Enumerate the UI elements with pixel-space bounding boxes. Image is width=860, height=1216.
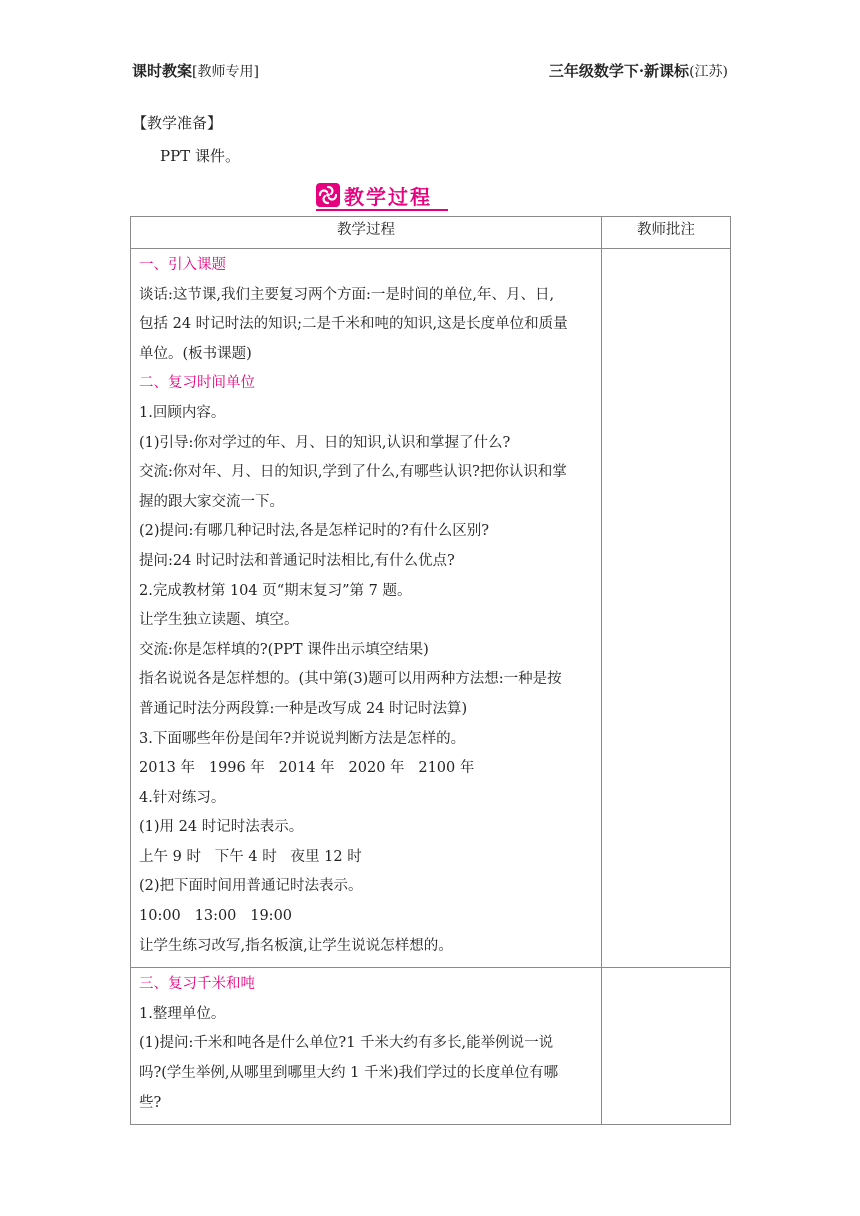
header-teacher-notes: 教师批注 xyxy=(602,217,731,249)
banner-title: 教学过程 xyxy=(344,185,432,209)
table-row xyxy=(131,249,731,968)
header-right-title: 三年级数学下·新课标 xyxy=(548,62,690,80)
process-cell-section1 xyxy=(131,249,602,968)
text-line: 提问:24 时记时法和普通记时法相比,有什么优点? xyxy=(139,552,455,569)
process-cell-section2 xyxy=(131,968,602,1125)
text-line: 握的跟大家交流一下。 xyxy=(139,493,284,510)
text-line: 吗?(学生举例,从哪里到哪里大约 1 千米)我们学过的长度单位有哪 xyxy=(139,1065,559,1082)
section-heading: 三、复习千米和吨 xyxy=(139,976,255,993)
prep-heading: 【教学准备】 xyxy=(132,114,223,132)
table-header-row xyxy=(131,217,731,249)
section-heading: 二、复习时间单位 xyxy=(139,375,255,392)
text-line: 些? xyxy=(139,1094,162,1111)
text-line: 指名说说各是怎样想的。(其中第(3)题可以用两种方法想:一种是按 xyxy=(139,671,562,688)
text-line: (2)提问:有哪几种记时法,各是怎样记时的?有什么区别? xyxy=(139,523,490,540)
text-line: 交流:你是怎样填的?(PPT 课件出示填空结果) xyxy=(139,641,429,658)
text-line: 3.下面哪些年份是闰年?并说说判断方法是怎样的。 xyxy=(139,730,466,747)
text-line: (1)提问:千米和吨各是什么单位?1 千米大约有多长,能举例说一说 xyxy=(139,1035,554,1052)
notes-cell-section1 xyxy=(602,249,731,968)
text-line: 1.回顾内容。 xyxy=(139,404,226,421)
header-left-subtitle: [教师专用] xyxy=(192,64,259,80)
text-line: 谈话:这节课,我们主要复习两个方面:一是时间的单位,年、月、日, xyxy=(139,286,555,303)
text-line: 单位。(板书课题) xyxy=(139,345,252,362)
text-line: (2)把下面时间用普通记时法表示。 xyxy=(139,878,363,895)
text-line: 上午 9 时 下午 4 时 夜里 12 时 xyxy=(139,848,362,865)
text-line: 2013 年 1996 年 2014 年 2020 年 2100 年 xyxy=(139,760,475,777)
text-line: 让学生独立读题、填空。 xyxy=(139,612,299,629)
header-left-title: 课时教案 xyxy=(132,62,193,80)
lesson-table xyxy=(130,216,731,1125)
text-line: (1)用 24 时记时法表示。 xyxy=(139,819,304,836)
header-teaching-process: 教学过程 xyxy=(131,217,602,249)
text-line: 10:00 13:00 19:00 xyxy=(139,908,293,925)
header-right xyxy=(549,60,728,81)
text-line: 让学生练习改写,指名板演,让学生说说怎样想的。 xyxy=(139,937,453,954)
text-line: 普通记时法分两段算:一种是改写成 24 时记时法算) xyxy=(139,700,468,717)
text-line: 交流:你对年、月、日的知识,学到了什么,有哪些认识?把你认识和掌 xyxy=(139,464,567,481)
text-line: 2.完成教材第 104 页“期末复习”第 7 题。 xyxy=(139,582,412,599)
notes-cell-section2 xyxy=(602,968,731,1125)
header-right-region: (江苏) xyxy=(689,64,728,80)
banner-underline xyxy=(316,209,448,211)
header-left xyxy=(132,60,259,81)
text-line: 1.整理单位。 xyxy=(139,1005,226,1022)
text-line: (1)引导:你对学过的年、月、日的知识,认识和掌握了什么? xyxy=(139,434,511,451)
prep-content: PPT 课件。 xyxy=(160,147,240,165)
text-line: 4.针对练习。 xyxy=(139,789,226,806)
section-banner xyxy=(316,183,448,209)
swirl-logo-icon xyxy=(316,183,340,207)
table-row xyxy=(131,968,731,1125)
text-line: 包括 24 时记时法的知识;二是千米和吨的知识,这是长度单位和质量 xyxy=(139,316,568,333)
section-heading: 一、引入课题 xyxy=(139,257,226,273)
